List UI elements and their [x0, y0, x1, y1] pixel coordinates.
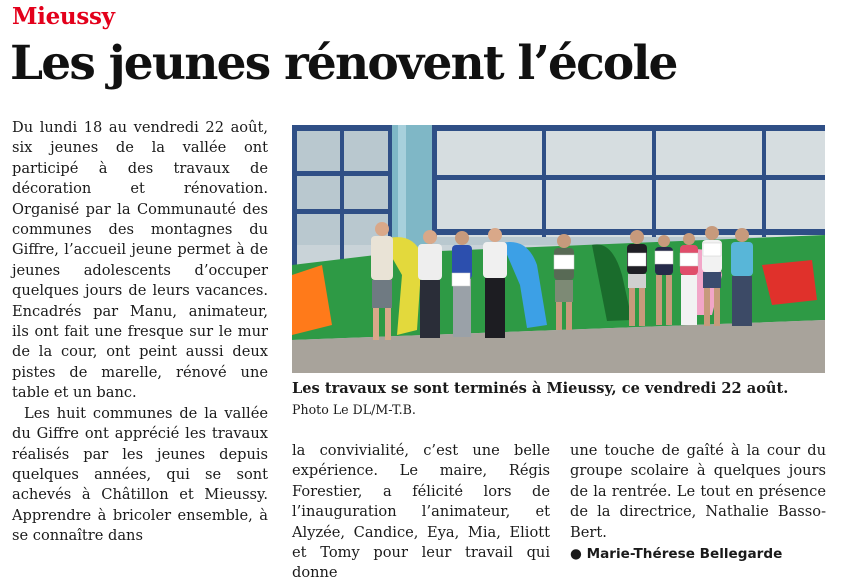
article-photo [292, 125, 825, 373]
photo-credit: Photo Le DL/M-T.B. [292, 402, 416, 417]
body-column-1 [12, 118, 268, 547]
body-column-3 [570, 441, 826, 564]
body-paragraph-2-part-2: la convivialité, c’est une belle expérience. Le maire, Régis Forestier, a félicité lors de l’inauguration l’animateur, et Alyzée, Candice, Eya, Mia, Eliott et Tomy pour leur travail qui donne [292, 442, 550, 582]
section-kicker: Mieussy [12, 3, 115, 30]
body-paragraph-1: Du lundi 18 au vendredi 22 août, six jeunes de la vallée ont participé à des travaux de décoration et rénovation. Organisé par la Communauté des communes des montagnes du Giffre, l’accueil jeune permet à de jeunes adolescents d’occuper quelques jours de leurs vacances. Encadrés par Manu, animateur, ils ont fait une fresque sur le mur de la cour, ont peint aussi deux pistes de marelle, rénové une table et un banc. [12, 119, 268, 402]
body-column-2 [292, 441, 550, 584]
author-byline: ● Marie-Thérese Bellegarde [570, 546, 783, 563]
article-headline: Les jeunes rénovent l’école [10, 36, 677, 91]
caption-text: Les travaux se sont terminés à Mieussy, ce vendredi 22 août. [292, 380, 789, 397]
photo-caption [292, 378, 825, 420]
body-paragraph-2-part-3: une touche de gaîté à la cour du groupe scolaire à quelques jours de la rentrée. Le tout en présence de la directrice, Nathalie Basso-Bert. [570, 442, 826, 541]
body-paragraph-2-part-1: Les huit communes de la vallée du Giffre ont apprécié les travaux réalisés par les jeunes depuis quelques années, qui se sont achevés à Châtillon et Mieussy. Apprendre à bricoler ensemble, à se connaître dans [12, 404, 268, 545]
